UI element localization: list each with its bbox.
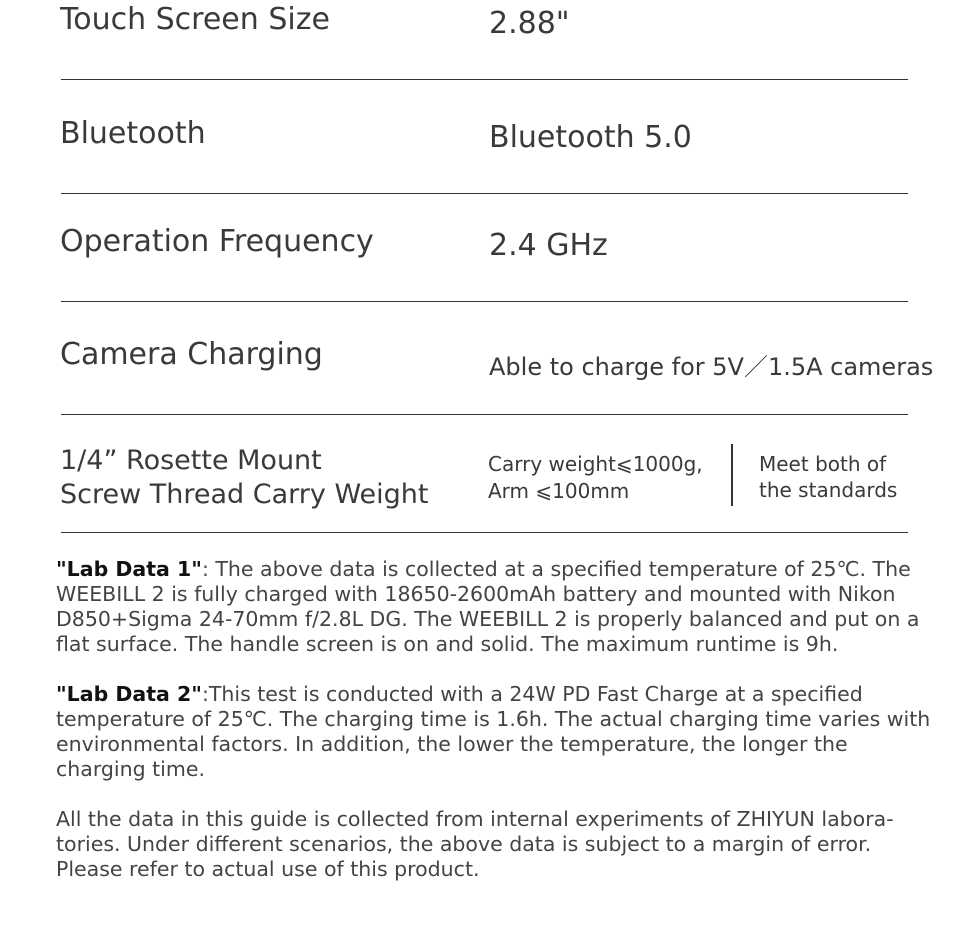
lab-data-2-title: "Lab Data 2" — [56, 682, 202, 706]
mount-weight-values — [488, 451, 718, 505]
disclaimer-paragraph: All the data in this guide is collected from internal experiments of ZHIYUN labora-tories. Under different scenarios, the above data is subject to a margin of error. Please refer to actual use of this product. — [56, 807, 894, 881]
row-divider — [61, 79, 908, 80]
mount-standards-line: the standards — [759, 478, 898, 502]
spec-label: Operation Frequency — [60, 224, 374, 259]
spec-label-line: Screw Thread Carry Weight — [60, 479, 429, 510]
mount-standards-line: Meet both of — [759, 452, 887, 476]
spec-value: 2.88" — [489, 6, 570, 41]
row-divider — [61, 532, 908, 533]
row-divider — [61, 414, 908, 415]
spec-label — [60, 444, 480, 512]
spec-label: Camera Charging — [60, 337, 323, 372]
column-separator — [731, 444, 733, 506]
row-divider — [61, 193, 908, 194]
spec-label: Bluetooth — [60, 116, 206, 151]
lab-data-1-title: "Lab Data 1" — [56, 557, 202, 581]
lab-data-2-text: :This test is conducted with a 24W PD Fast Charge at a specified temperature of 25℃. The charging time is 1.6h. The actual charging time varies with — [56, 682, 931, 731]
mount-weight-line: Arm ⩽100mm — [488, 479, 630, 503]
mount-weight-line: Carry weight⩽1000g, — [488, 452, 703, 476]
mount-standards-note — [759, 451, 939, 503]
lab-data-2-paragraph — [56, 682, 936, 782]
spec-label-line: 1/4” Rosette Mount — [60, 445, 322, 476]
spec-value: Bluetooth 5.0 — [489, 120, 692, 155]
row-divider — [61, 301, 908, 302]
lab-data-1-paragraph — [56, 557, 936, 657]
spec-value: 2.4 GHz — [489, 228, 608, 263]
lab-data-2-text-continued: environmental factors. In addition, the lower the temperature, the longer the charging time. — [56, 732, 848, 781]
spec-value: Able to charge for 5V／1.5A cameras — [489, 353, 934, 381]
spec-label: Touch Screen Size — [60, 2, 330, 37]
lab-data-1-text: : The above data is collected at a specified temperature of 25℃. The WEEBILL 2 is fully charged with 18650-2600mAh battery and mounted with Nikon D850+Sigma 24-70mm f/2.8L DG. The WEEBILL 2 is properly balanced and put on a flat surface. The handle screen is on and solid. The maximum runtime is 9h. — [56, 557, 920, 656]
lab-notes — [56, 557, 936, 907]
